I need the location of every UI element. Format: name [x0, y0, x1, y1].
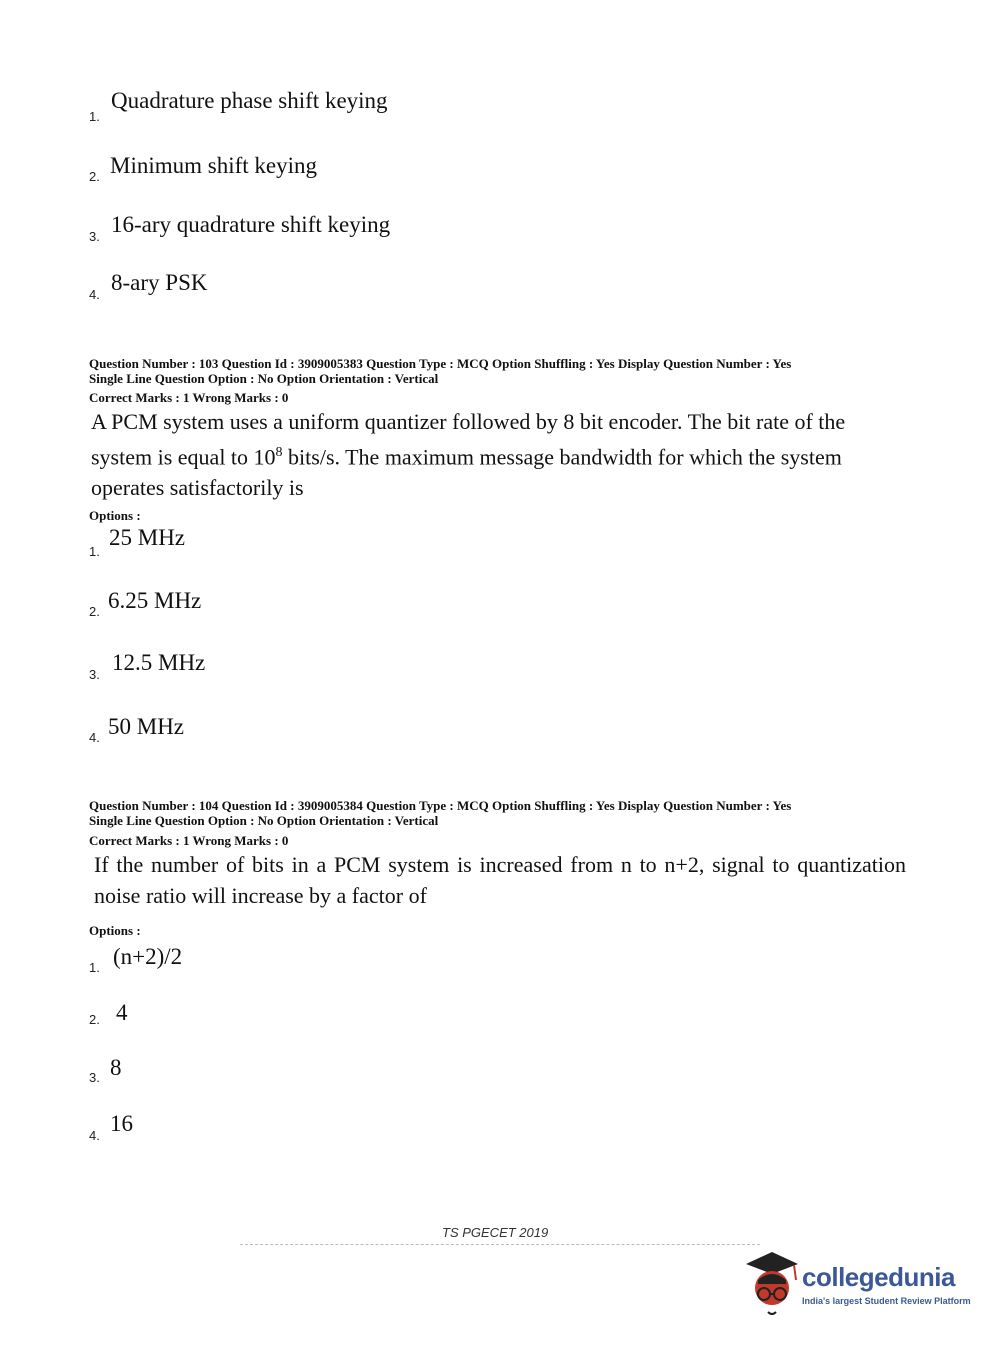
option-text: 8: [110, 1055, 122, 1080]
option-text: 4: [116, 1000, 128, 1025]
q104-options-label: Options :: [89, 923, 141, 938]
option-number: 1.: [89, 544, 100, 559]
q103-meta-line2: Single Line Question Option : No Option Orientation : Vertical: [89, 371, 439, 386]
option-number: 4.: [89, 730, 100, 745]
option-number: 2.: [89, 169, 100, 184]
option-number: 1.: [89, 109, 100, 124]
option-number: 4.: [89, 287, 100, 302]
option-number: 4.: [89, 1128, 100, 1143]
q103-marks: Correct Marks : 1 Wrong Marks : 0: [89, 390, 289, 405]
q103-text-part1: A PCM system uses a uniform quantizer followed by 8 bit encoder. The bit rate of the system is equal to 10: [91, 409, 846, 470]
option-text: 8-ary PSK: [111, 270, 208, 295]
logo-tagline: India's largest Student Review Platform: [802, 1296, 971, 1306]
option-text: (n+2)/2: [113, 944, 183, 969]
footer-divider: [240, 1244, 760, 1245]
option-text: 16: [110, 1111, 133, 1136]
option-number: 3.: [89, 667, 100, 682]
q103-options-label: Options :: [89, 508, 141, 523]
q104-marks: Correct Marks : 1 Wrong Marks : 0: [89, 833, 289, 848]
footer-exam-name: TS PGECET 2019: [442, 1225, 549, 1240]
q103-question-text: [91, 406, 906, 503]
option-text: 25 MHz: [109, 525, 186, 550]
logo-brand-text: collegedunia: [802, 1262, 955, 1292]
option-text: 50 MHz: [108, 714, 185, 739]
q103-superscript: 8: [275, 445, 283, 460]
q104-question-text: If the number of bits in a PCM system is increased from n to n+2, signal to quantization noise ratio will increase by a factor of: [94, 852, 906, 908]
q104-meta-line2: Single Line Question Option : No Option Orientation : Vertical: [89, 813, 439, 828]
collegedunia-logo: [742, 1250, 972, 1320]
option-number: 1.: [89, 960, 100, 975]
option-text: Quadrature phase shift keying: [111, 88, 388, 113]
option-number: 2.: [89, 1012, 100, 1027]
option-number: 2.: [89, 604, 100, 619]
q103-text-part2: bits/s. The maximum message bandwidth for which the system operates satisfactorily is: [91, 444, 842, 501]
q104-meta-line1: Question Number : 104 Question Id : 3909005384 Question Type : MCQ Option Shuffling : Yes Display Question Number : Yes: [89, 798, 792, 813]
graduate-mascot-icon: [742, 1250, 802, 1320]
q103-meta: [89, 356, 791, 386]
q104-meta: [89, 798, 791, 828]
option-text: 6.25 MHz: [108, 588, 202, 613]
q103-meta-line1: Question Number : 103 Question Id : 3909005383 Question Type : MCQ Option Shuffling : Yes Display Question Number : Yes: [89, 356, 792, 371]
option-text: 16-ary quadrature shift keying: [111, 212, 391, 237]
option-text: Minimum shift keying: [110, 153, 317, 178]
option-number: 3.: [89, 229, 100, 244]
option-number: 3.: [89, 1070, 100, 1085]
option-text: 12.5 MHz: [112, 650, 206, 675]
